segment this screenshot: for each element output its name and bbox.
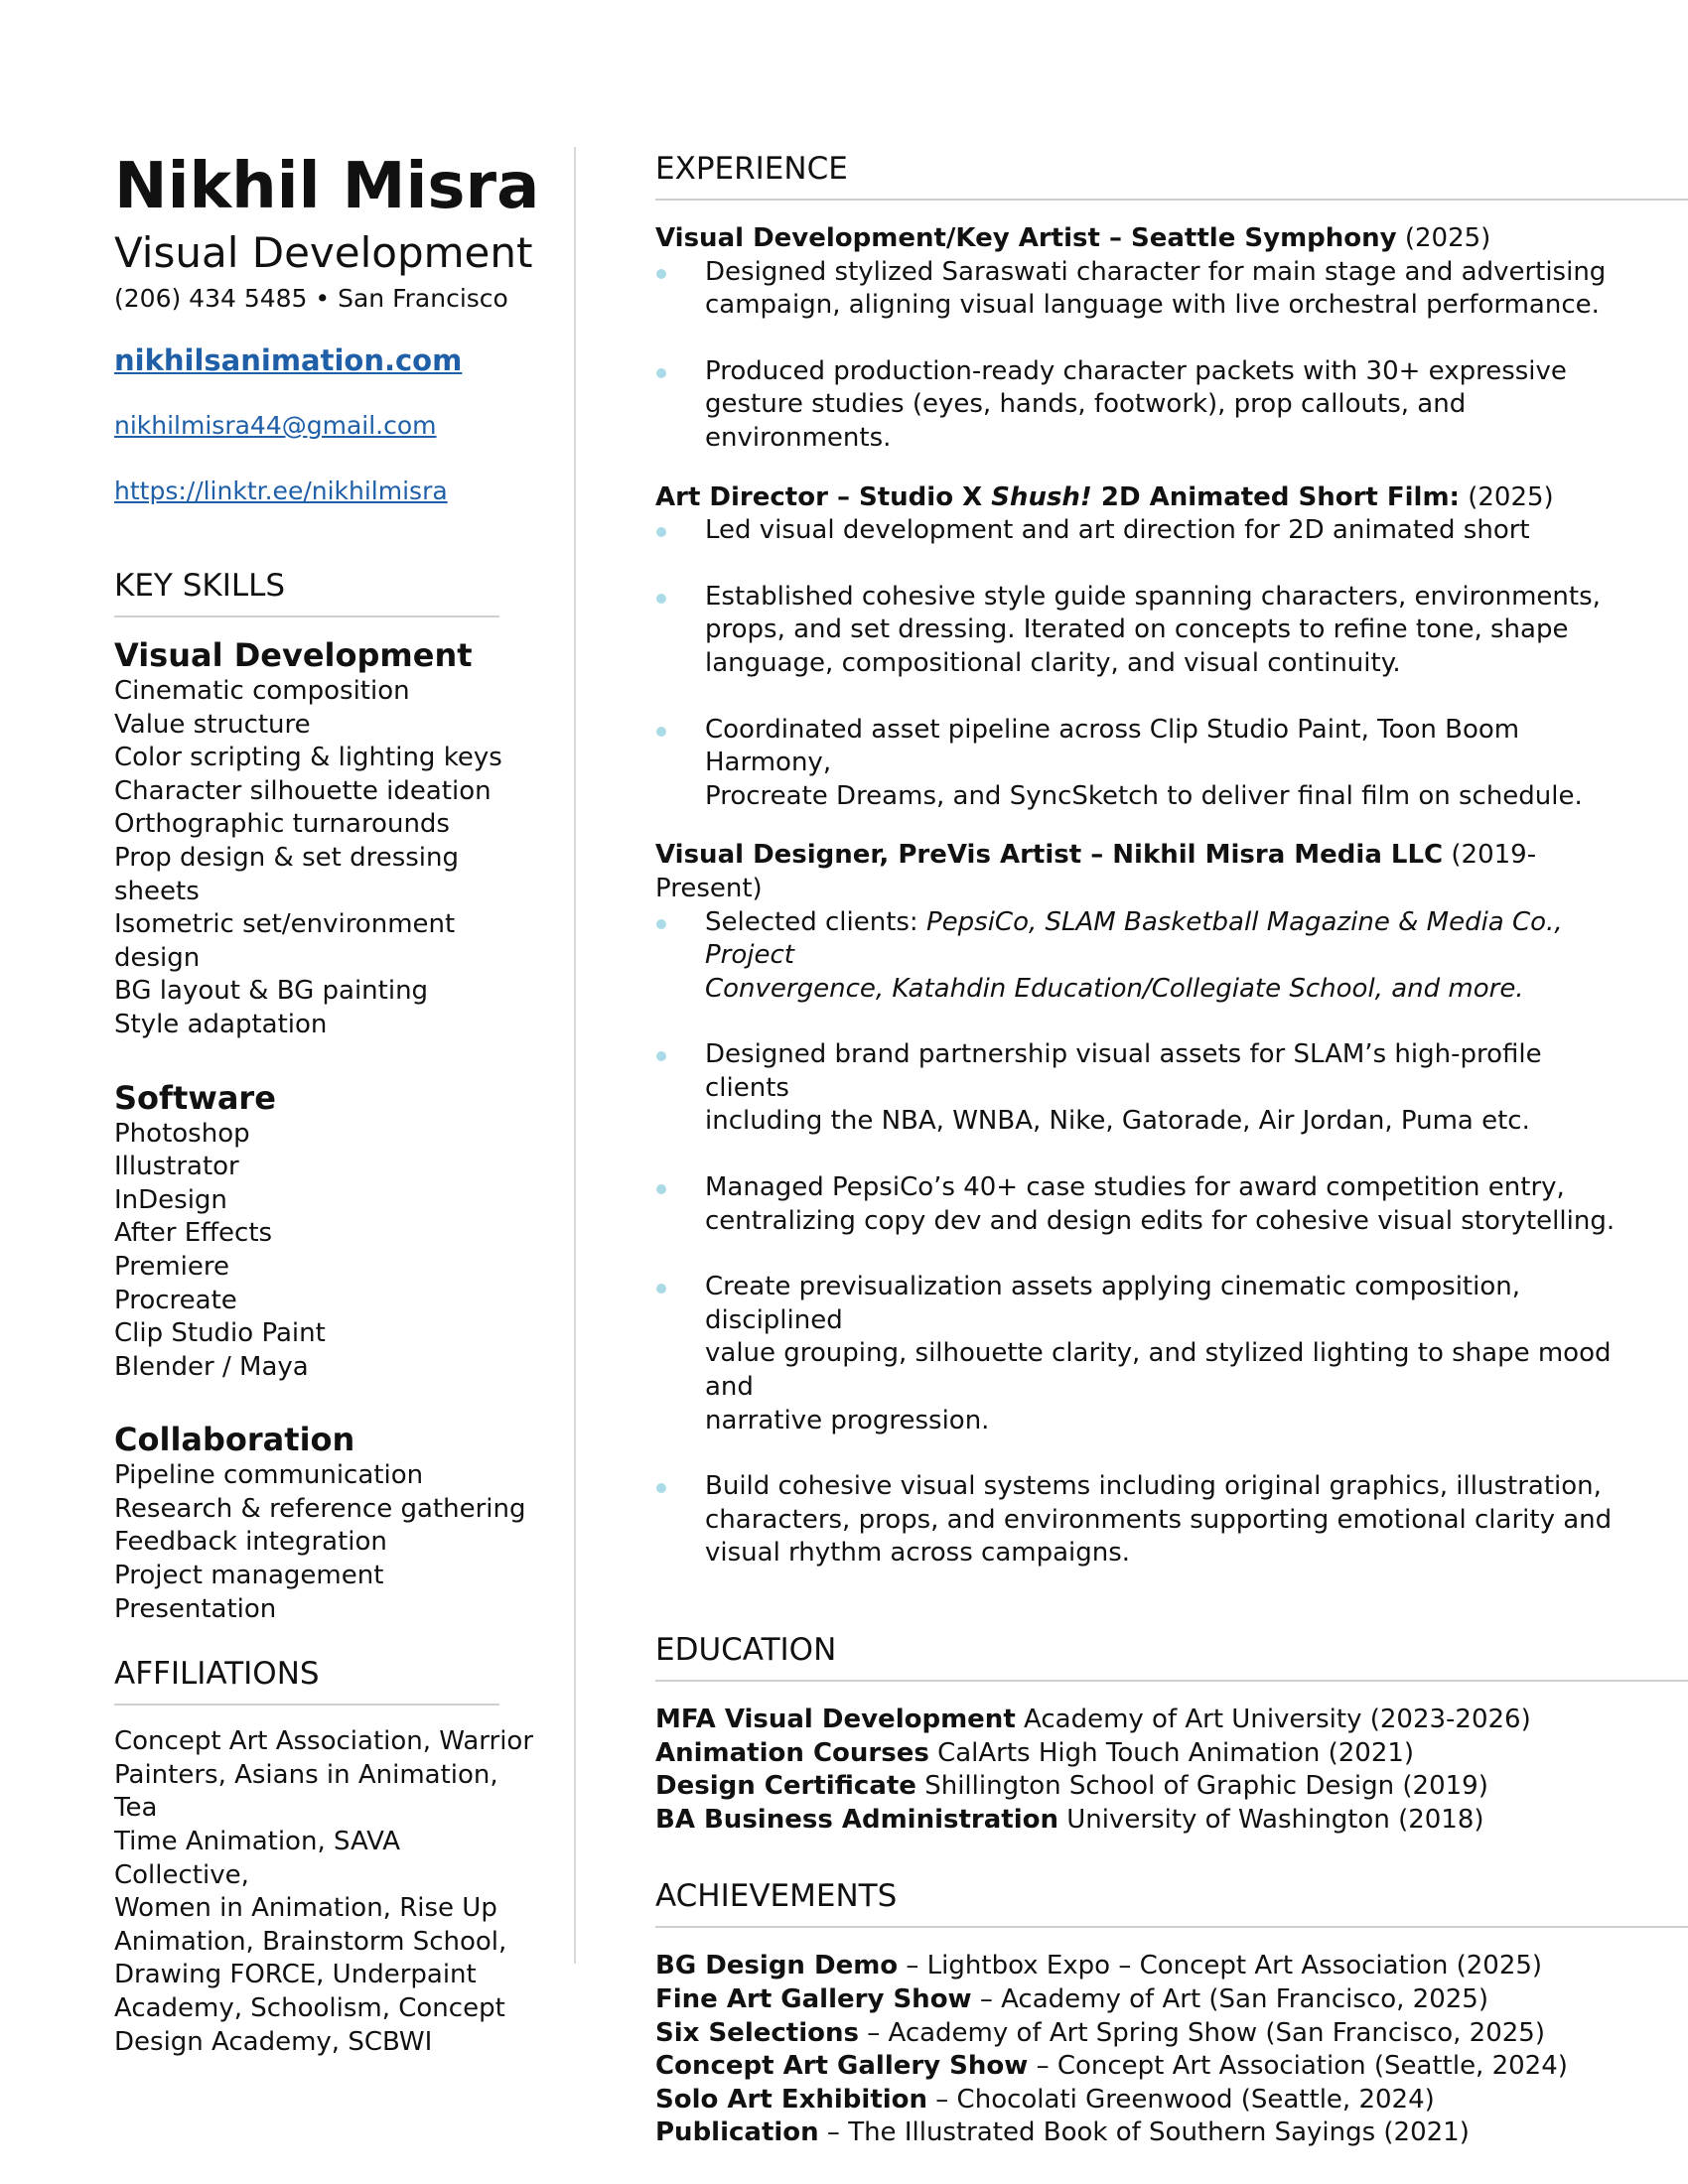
bullet-line: Produced production-ready character packets with 30+ expressive (705, 355, 1567, 386)
bullet-list (655, 906, 1628, 1571)
bullet-prefix: Selected clients: (705, 906, 926, 937)
education-item-bold: BA Business Administration (655, 1804, 1058, 1835)
bullet-item (655, 581, 1628, 681)
bullet-dot (656, 368, 666, 378)
bullet-line: Led visual development and art direction for 2D animated short (705, 515, 1530, 546)
bullet-line: Build cohesive visual systems including original graphics, illustration, (705, 1471, 1602, 1502)
job-date: (2019-Present) (655, 840, 1537, 903)
bullet-item (655, 514, 1628, 548)
candidate-name: Nikhil Misra (114, 150, 540, 223)
skill-list (114, 1459, 541, 1626)
bullet-item (655, 256, 1628, 323)
bullet-item (655, 1038, 1628, 1139)
job-title (655, 481, 1628, 515)
bullet-line: Managed PepsiCo’s 40+ case studies for award competition entry, (705, 1172, 1565, 1203)
client-list: PepsiCo, SLAM Basketball Magazine & Media Co., Project (705, 906, 1563, 971)
achievement-item-detail: – Lightbox Expo – Concept Art Association (2025) (898, 1951, 1543, 1981)
education-item-detail: CalArts High Touch Animation (2021) (928, 1737, 1415, 1768)
bullet-item (655, 355, 1628, 456)
bullet-item (655, 1271, 1628, 1437)
skill-item: Premiere (114, 1251, 229, 1282)
skill-item: Value structure (114, 709, 311, 740)
achievement-item (655, 2050, 1628, 2084)
achievements-heading: ACHIEVEMENTS (655, 1878, 898, 1915)
education-item-bold: Design Certificate (655, 1771, 916, 1802)
achievement-item (655, 2017, 1628, 2051)
section-rule (655, 1680, 1688, 1682)
job-title-bold: Visual Development/Key Artist – Seattle Symphony (655, 223, 1397, 253)
achievement-item-detail: – Academy of Art (San Francisco, 2025) (971, 1983, 1488, 2014)
bullet-line: centralizing copy dev and design edits for cohesive visual storytelling. (705, 1205, 1616, 1236)
bullet-item (655, 906, 1628, 1007)
skill-group-title: Software (114, 1078, 276, 1117)
education-item-detail: Academy of Art University (2023-2026) (1015, 1705, 1531, 1734)
bullet-dot (656, 269, 666, 279)
bullet-item (655, 1470, 1628, 1570)
contact-line: (206) 434 5485 • San Francisco (114, 284, 508, 313)
affiliation-line: Painters, Asians in Animation, Tea (114, 1759, 498, 1824)
achievement-item-detail: – Academy of Art Spring Show (San Francisco, 2025) (858, 2017, 1545, 2048)
bullet-dot (656, 527, 666, 537)
achievement-item (655, 1983, 1628, 2017)
job-title-bold: Visual Designer, PreVis Artist – Nikhil Misra Media LLC (655, 840, 1444, 871)
email-link[interactable]: nikhilmisra44@gmail.com (114, 411, 437, 440)
skill-item: Character silhouette ideation (114, 775, 492, 806)
achievements-list (655, 1950, 1628, 2150)
linktree-link[interactable]: https://linktr.ee/nikhilmisra (114, 477, 448, 505)
achievement-item-bold: Fine Art Gallery Show (655, 1983, 972, 2014)
education-item-detail: Shillington School of Graphic Design (2019) (915, 1771, 1488, 1802)
affiliations-heading: AFFILIATIONS (114, 1656, 320, 1693)
achievement-item-bold: BG Design Demo (655, 1951, 899, 1981)
job-date: (2025) (1396, 223, 1491, 253)
affiliation-line: Design Academy, SCBWI (114, 2026, 433, 2057)
bullet-item (655, 1171, 1628, 1238)
affiliation-line: Time Animation, SAVA Collective, (114, 1827, 400, 1890)
candidate-role: Visual Development (114, 228, 533, 277)
bullet-dot (656, 727, 666, 737)
bullet-line: Established cohesive style guide spanning characters, environments, (705, 581, 1601, 612)
skill-item: Research & reference gathering (114, 1493, 526, 1524)
job-title (655, 839, 1628, 905)
achievement-item-bold: Publication (655, 2117, 819, 2148)
key-skills-heading: KEY SKILLS (114, 568, 286, 604)
bullet-line: gesture studies (eyes, hands, footwork), prop callouts, and environments. (705, 389, 1467, 453)
bullet-dot (656, 1051, 666, 1061)
skill-item: Isometric set/environment design (114, 909, 456, 973)
skill-item: Prop design & set dressing sheets (114, 842, 459, 906)
affiliations-text (114, 1725, 541, 2059)
bullet-line: Procreate Dreams, and SyncSketch to deliver final film on schedule. (705, 780, 1583, 811)
skill-item: Clip Studio Paint (114, 1318, 326, 1349)
job-title-bold: Art Director – Studio X (655, 481, 992, 512)
affiliation-line: Academy, Schoolism, Concept (114, 1993, 505, 2023)
skill-item: Procreate (114, 1285, 237, 1315)
section-rule (114, 615, 499, 617)
job-title-italic: Shush! (991, 481, 1092, 512)
bullet-dot (656, 594, 666, 604)
achievement-item-bold: Solo Art Exhibition (655, 2084, 928, 2115)
skill-list (114, 1118, 541, 1385)
skill-item: Feedback integration (114, 1527, 387, 1558)
achievement-item-detail: – The Illustrated Book of Southern Sayings (2021) (818, 2117, 1470, 2148)
website-link[interactable]: nikhilsanimation.com (114, 343, 463, 377)
education-item-bold: MFA Visual Development (655, 1705, 1016, 1734)
skill-item: InDesign (114, 1184, 227, 1215)
skill-group-title: Collaboration (114, 1421, 355, 1459)
education-item-bold: Animation Courses (655, 1737, 929, 1768)
job-title (655, 222, 1628, 256)
achievement-item (655, 2116, 1628, 2150)
education-item-detail: University of Washington (2018) (1058, 1804, 1484, 1835)
skill-item: Orthographic turnarounds (114, 809, 450, 840)
bullet-item (655, 714, 1628, 814)
affiliation-line: Concept Art Association, Warrior (114, 1726, 534, 1757)
education-item (655, 1737, 1628, 1771)
bullet-line (705, 973, 1628, 1007)
education-heading: EDUCATION (655, 1632, 837, 1668)
bullet-line: including the NBA, WNBA, Nike, Gatorade, Air Jordan, Puma etc. (705, 1106, 1530, 1137)
bullet-line: campaign, aligning visual language with live orchestral performance. (705, 290, 1600, 321)
education-item (655, 1704, 1628, 1737)
job-date: (2025) (1459, 481, 1554, 512)
affiliation-line: Women in Animation, Rise Up (114, 1893, 497, 1924)
bullet-line: Designed brand partnership visual assets for SLAM’s high-profile clients (705, 1039, 1542, 1103)
bullet-line: Create previsualization assets applying cinematic composition, disciplined (705, 1272, 1520, 1335)
bullet-line: value grouping, silhouette clarity, and stylized lighting to shape mood and (705, 1338, 1612, 1403)
skill-item: Style adaptation (114, 1009, 328, 1039)
bullet-dot (656, 1284, 666, 1294)
affiliation-line: Animation, Brainstorm School, (114, 1926, 507, 1957)
affiliation-line: Drawing FORCE, Underpaint (114, 1960, 477, 1990)
column-divider (574, 147, 576, 1964)
section-rule (655, 1926, 1688, 1928)
achievement-item (655, 2084, 1628, 2117)
bullet-line: Designed stylized Saraswati character for main stage and advertising (705, 256, 1607, 287)
bullet-list (655, 256, 1628, 456)
bullet-list (655, 514, 1628, 813)
section-rule (655, 199, 1688, 201)
bullet-line: visual rhythm across campaigns. (705, 1538, 1131, 1569)
skill-item: Project management (114, 1561, 384, 1591)
skill-list (114, 675, 541, 1042)
achievement-item-bold: Concept Art Gallery Show (655, 2051, 1029, 2082)
experience-list (655, 222, 1628, 1570)
bullet-dot (656, 1483, 666, 1493)
skill-item: Color scripting & lighting keys (114, 743, 502, 773)
education-item (655, 1770, 1628, 1804)
achievement-item-detail: – Concept Art Association (Seattle, 2024) (1028, 2051, 1568, 2082)
skill-item: After Effects (114, 1218, 273, 1249)
skill-item: Cinematic composition (114, 676, 410, 706)
achievement-item (655, 1950, 1628, 1983)
achievement-item-bold: Six Selections (655, 2017, 859, 2048)
bullet-dot (656, 919, 666, 929)
skill-item: Pipeline communication (114, 1460, 424, 1491)
experience-heading: EXPERIENCE (655, 151, 848, 187)
bullet-line (705, 906, 1628, 973)
skill-item: Presentation (114, 1593, 277, 1624)
bullet-dot (656, 1184, 666, 1194)
skill-item: BG layout & BG painting (114, 976, 429, 1007)
left-column (114, 149, 541, 2059)
skill-item: Photoshop (114, 1118, 250, 1149)
achievement-item-detail: – Chocolati Greenwood (Seattle, 2024) (927, 2084, 1435, 2115)
skill-item: Illustrator (114, 1152, 239, 1182)
bullet-line: language, compositional clarity, and visual continuity. (705, 647, 1401, 678)
bullet-line: Coordinated asset pipeline across Clip Studio Paint, Toon Boom Harmony, (705, 714, 1520, 778)
education-item (655, 1804, 1628, 1838)
skill-group-title: Visual Development (114, 636, 473, 674)
bullet-line: props, and set dressing. Iterated on concepts to refine tone, shape (705, 614, 1569, 645)
skill-item: Blender / Maya (114, 1351, 309, 1382)
right-column (655, 149, 1628, 2150)
bullet-line: characters, props, and environments supporting emotional clarity and (705, 1504, 1613, 1535)
education-list (655, 1704, 1628, 1837)
section-rule (114, 1704, 499, 1706)
job-title-bold: 2D Animated Short Film: (1091, 481, 1460, 512)
client-list: Convergence, Katahdin Education/Collegiate School, and more. (705, 973, 1524, 1004)
bullet-line: narrative progression. (705, 1405, 990, 1435)
